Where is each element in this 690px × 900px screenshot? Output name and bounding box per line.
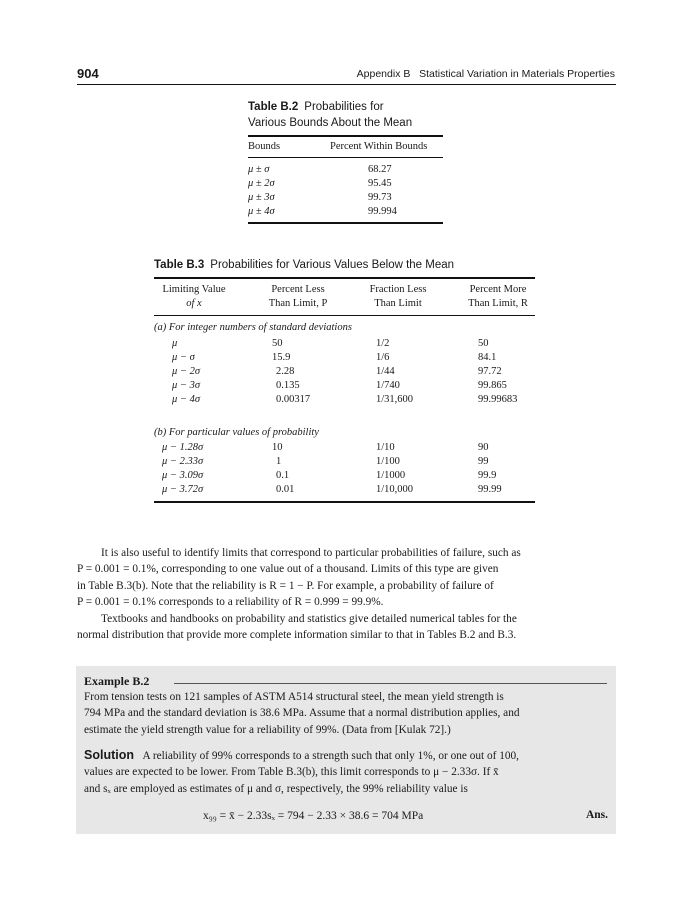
para2-line2: normal distribution that provide more complete information similar to that in Tables B.2 and B.3. <box>77 629 517 642</box>
example-title-rule <box>174 683 607 684</box>
solution-line3: and sₓ are employed as estimates of μ and σ, respectively, the 99% reliability value is <box>84 782 468 795</box>
table-cell: 1/10 <box>376 442 395 453</box>
table-cell: 97.72 <box>478 366 502 377</box>
col-fraction-less-line1: Fraction Less <box>369 284 427 295</box>
table-b3-col-percent-less <box>258 283 338 310</box>
table-cell: 95.45 <box>368 178 392 189</box>
table-cell: 99.99683 <box>478 394 518 405</box>
table-b3-title: Probabilities for Various Values Below the Mean <box>210 259 455 271</box>
table-row: μ − 3.72σ <box>162 484 204 495</box>
table-cell: 99 <box>478 456 489 467</box>
table-b3-col-fraction-less <box>358 283 438 310</box>
table-b3-bottom-rule <box>154 501 535 503</box>
solution-line1-text: A reliability of 99% corresponds to a strength such that only 1%, or one out of 100, <box>142 750 519 762</box>
table-cell: 1/2 <box>376 338 390 349</box>
table-row: μ ± 2σ <box>248 178 275 189</box>
table-b3-header-rule <box>154 315 535 316</box>
col-fraction-less-line2: Than Limit <box>374 297 422 309</box>
para1-line1-text: It is also useful to identify limits that correspond to particular probabilities of failure, such as <box>101 547 521 559</box>
table-row: μ − 2σ <box>172 366 201 377</box>
body-paragraph-1 <box>77 545 616 611</box>
table-cell: 99.99 <box>478 484 502 495</box>
table-cell: 99.73 <box>368 192 392 203</box>
table-row: μ − 2.33σ <box>162 456 204 467</box>
table-row: μ − 3.09σ <box>162 470 204 481</box>
table-cell: 1/6 <box>376 352 390 363</box>
col-limit-line2: of x <box>186 297 202 309</box>
table-row: μ ± σ <box>248 164 270 175</box>
problem-line1: From tension tests on 121 samples of ASTM A514 structural steel, the mean yield strength is <box>84 691 504 703</box>
table-cell: 50 <box>272 338 283 349</box>
table-cell: 10 <box>272 442 283 453</box>
table-cell: 0.135 <box>276 380 300 391</box>
problem-line3: estimate the yield strength value for a reliability of 99%. (Data from [Kulak 72].) <box>84 723 451 736</box>
table-cell: 2.28 <box>276 366 295 377</box>
table-cell: 84.1 <box>478 352 497 363</box>
table-cell: 1/100 <box>376 456 400 467</box>
col-limit-line1: Limiting Value <box>162 284 226 295</box>
table-b3-top-rule <box>154 277 535 279</box>
table-cell: 1/31,600 <box>376 394 414 405</box>
para2-line1 <box>77 611 616 627</box>
table-b2-label: Table B.2 <box>248 101 299 113</box>
table-b3-label: Table B.3 <box>154 259 205 271</box>
answer-label: Ans. <box>585 809 608 821</box>
table-cell: 0.00317 <box>276 394 311 405</box>
table-b3-section-a: (a) For integer numbers of standard deviations <box>154 322 352 333</box>
table-cell: 99.865 <box>478 380 507 391</box>
table-row: μ − 4σ <box>172 394 201 405</box>
result-equation: x₉₉ = x̄ − 2.33sₓ = 794 − 2.33 × 38.6 = 704 MPa <box>203 810 424 822</box>
solution-label: Solution <box>84 748 134 762</box>
table-cell: 99.9 <box>478 470 497 481</box>
solution-line2: values are expected to be lower. From Table B.3(b), this limit corresponds to μ − 2.33σ. If x̄ <box>84 766 499 779</box>
para2-line1-text: Textbooks and handbooks on probability and statistics give detailed numerical tables for the <box>101 613 517 625</box>
header-rule <box>77 84 616 85</box>
table-b2-title-line1: Probabilities for <box>304 101 384 113</box>
table-b2-title-line2: Various Bounds About the Mean <box>248 117 413 129</box>
para1-line4: P = 0.001 = 0.1% corresponds to a reliability of R = 0.999 = 99.9%. <box>77 596 384 609</box>
table-cell: 68.27 <box>368 164 392 175</box>
running-header: Appendix B Statistical Variation in Materials Properties <box>356 68 615 80</box>
table-cell: 1/740 <box>376 380 400 391</box>
table-cell: 1/44 <box>376 366 395 377</box>
table-b2-bottom-rule <box>248 222 443 224</box>
col-percent-less-line2: Than Limit, P <box>268 297 328 309</box>
table-row: μ <box>172 338 178 349</box>
table-cell: 1/1000 <box>376 470 406 481</box>
body-paragraph-2 <box>77 611 616 644</box>
para1-line3: in Table B.3(b). Note that the reliability is R = 1 − P. For example, a probability of failure of <box>77 579 494 592</box>
table-cell: 99.994 <box>368 206 397 217</box>
table-b3-col-percent-more <box>458 283 538 310</box>
col-percent-less-line1: Percent Less <box>271 284 325 295</box>
table-b2-col-bounds: Bounds <box>248 141 281 152</box>
table-b2-caption <box>248 99 412 131</box>
table-cell: 1 <box>276 456 282 467</box>
table-b2-header-rule <box>248 157 443 158</box>
table-b2-col-percent: Percent Within Bounds <box>330 141 428 152</box>
col-percent-more-line1: Percent More <box>469 284 527 295</box>
col-percent-more-line2: Than Limit, R <box>468 297 528 309</box>
table-row: μ − σ <box>172 352 195 363</box>
problem-line2: 794 MPa and the standard deviation is 38.6 MPa. Assume that a normal distribution applies, and <box>84 707 520 720</box>
solution-line1 <box>84 747 608 764</box>
example-title: Example B.2 <box>84 674 150 688</box>
table-b2-top-rule <box>248 135 443 137</box>
table-cell: 0.1 <box>276 470 290 481</box>
table-row: μ ± 4σ <box>248 206 275 217</box>
example-solution <box>84 747 608 797</box>
para1-line2: P = 0.001 = 0.1%, corresponding to one value out of a thousand. Limits of this type are given <box>77 563 499 576</box>
example-problem <box>84 689 608 738</box>
table-row: μ − 3σ <box>172 380 201 391</box>
table-row: μ − 1.28σ <box>162 442 204 453</box>
table-cell: 1/10,000 <box>376 484 414 495</box>
table-b3-caption <box>154 257 454 273</box>
table-b3-section-b: (b) For particular values of probability <box>154 427 319 438</box>
table-cell: 90 <box>478 442 489 453</box>
table-cell: 0.01 <box>276 484 295 495</box>
para1-line1 <box>77 545 616 561</box>
table-row: μ ± 3σ <box>248 192 275 203</box>
table-b3-col-limit <box>154 283 234 310</box>
page-number: 904 <box>77 66 99 81</box>
table-cell: 15.9 <box>272 352 291 363</box>
table-cell: 50 <box>478 338 489 349</box>
